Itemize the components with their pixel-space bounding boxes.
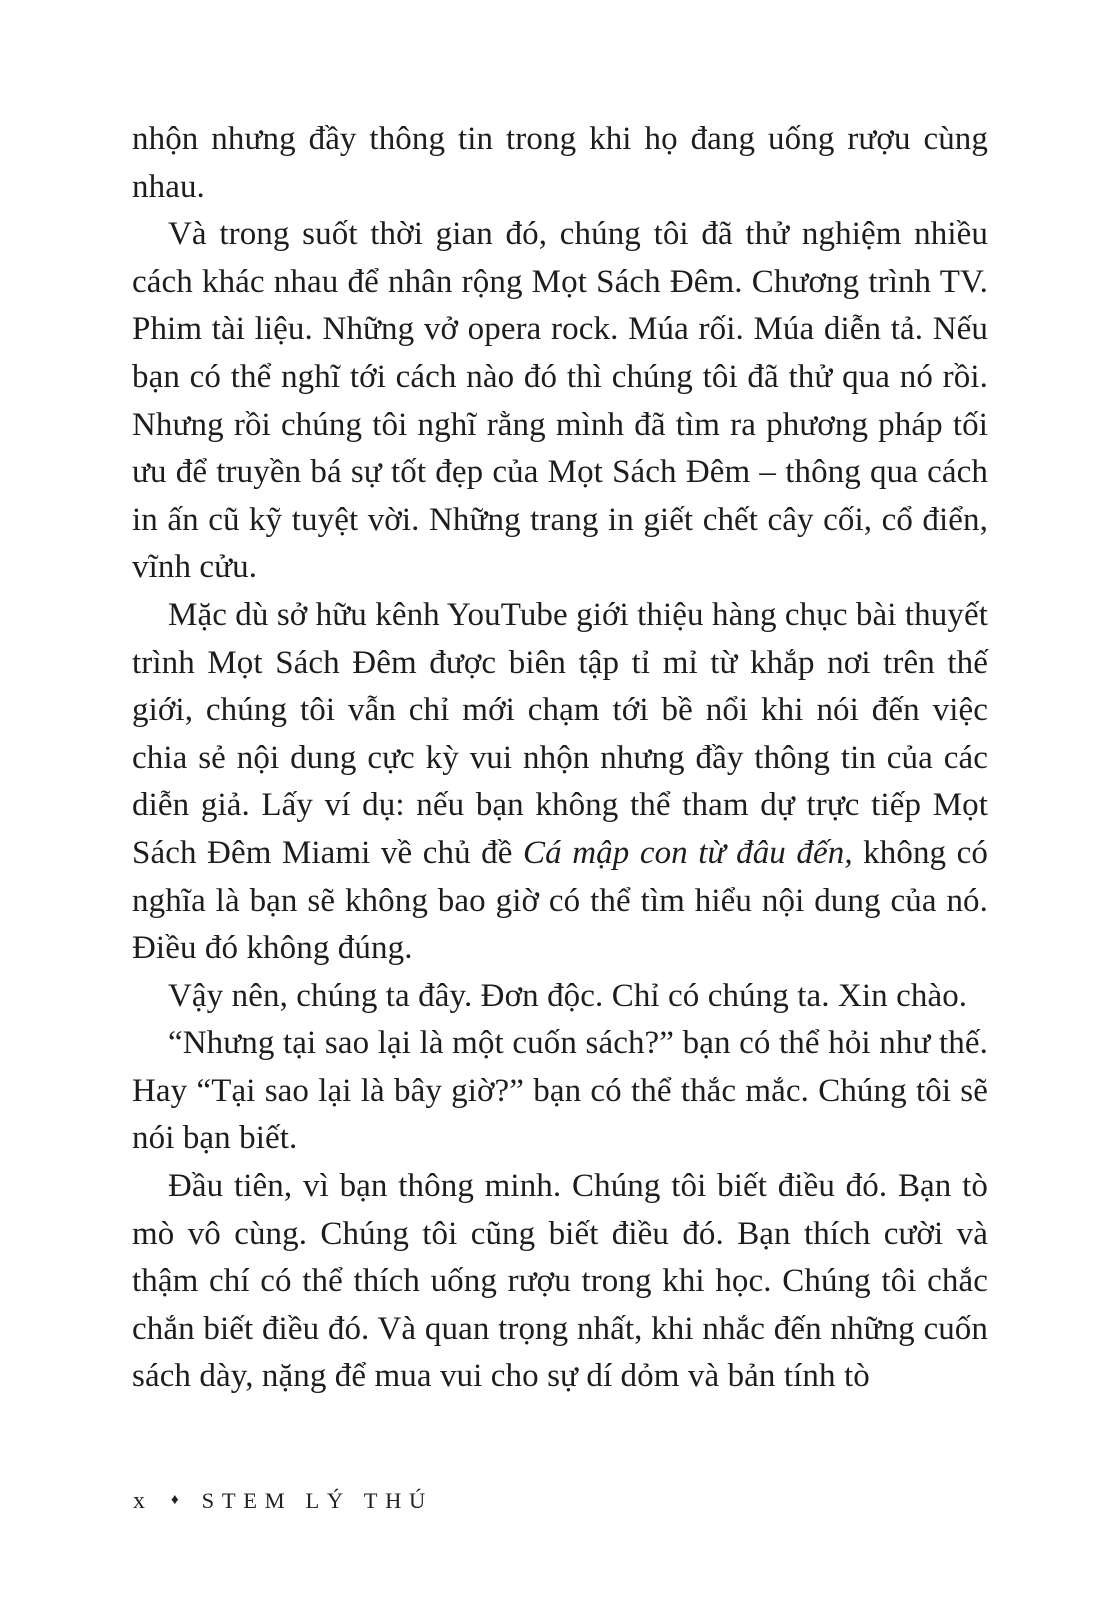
text-run: Mặc dù sở hữu kênh YouTube giới thiệu hàng chục bài thuyết trình Mọt Sách Đêm được biên tập tỉ mỉ từ khắp nơi trên thế giới, chúng tôi vẫn chỉ mới chạm tới bề nổi khi nói đến việc chia sẻ nội dung cực kỳ vui nhộn nhưng đầy thông tin của các diễn giả. Lấy ví dụ: nếu bạn không thể tham dự trực tiếp Mọt Sách Đêm Miami về chủ đề: [132, 596, 988, 871]
text-run: nhộn nhưng đầy thông tin trong khi họ đang uống rượu cùng nhau.: [132, 121, 988, 205]
paragraph: [132, 211, 988, 592]
diamond-separator-icon: ♦: [171, 1492, 179, 1508]
paragraph: [132, 1163, 988, 1401]
page-footer: [133, 1487, 433, 1515]
text-run: Vậy nên, chúng ta đây. Đơn độc. Chỉ có chúng ta. Xin chào.: [168, 977, 968, 1014]
paragraph: [132, 973, 988, 1021]
italic-phrase: Cá mập con từ đâu đến,: [523, 834, 853, 871]
text-run: không có nghĩa là bạn sẽ không bao giờ có thể tìm hiểu nội dung của nó. Điều đó không đúng.: [132, 834, 988, 967]
running-footer-title: STEM LÝ THÚ: [201, 1488, 433, 1513]
text-run: “Nhưng tại sao lại là một cuốn sách?” bạn có thể hỏi như thế. Hay “Tại sao lại là bây giờ?” bạn có thể thắc mắc. Chúng tôi sẽ nói bạn biết.: [132, 1025, 988, 1157]
page-number: x: [133, 1488, 145, 1514]
paragraph: [132, 116, 988, 211]
body-text: [132, 116, 988, 1401]
paragraph: [132, 592, 988, 973]
text-run: Đầu tiên, vì bạn thông minh. Chúng tôi biết điều đó. Bạn tò mò vô cùng. Chúng tôi cũng biết điều đó. Bạn thích cười và thậm chí có thể thích uống rượu trong khi học. Chúng tôi chắc chắn biết điều đó. Và quan trọng nhất, khi nhắc đến những cuốn sách dày, nặng để mua vui cho sự dí dỏm và bản tính tò: [132, 1168, 988, 1395]
paragraph: [132, 1020, 988, 1163]
text-run: Và trong suốt thời gian đó, chúng tôi đã thử nghiệm nhiều cách khác nhau để nhân rộng Mọt Sách Đêm. Chương trình TV. Phim tài liệu. Những vở opera rock. Múa rối. Múa diễn tả. Nếu bạn có thể nghĩ tới cách nào đó thì chúng tôi đã thử qua nó rồi. Nhưng rồi chúng tôi nghĩ rằng mình đã tìm ra phương pháp tối ưu để truyền bá sự tốt đẹp của Mọt Sách Đêm – thông qua cách in ấn cũ kỹ tuyệt vời. Những trang in giết chết cây cối, cổ điển, vĩnh cửu.: [132, 216, 988, 586]
